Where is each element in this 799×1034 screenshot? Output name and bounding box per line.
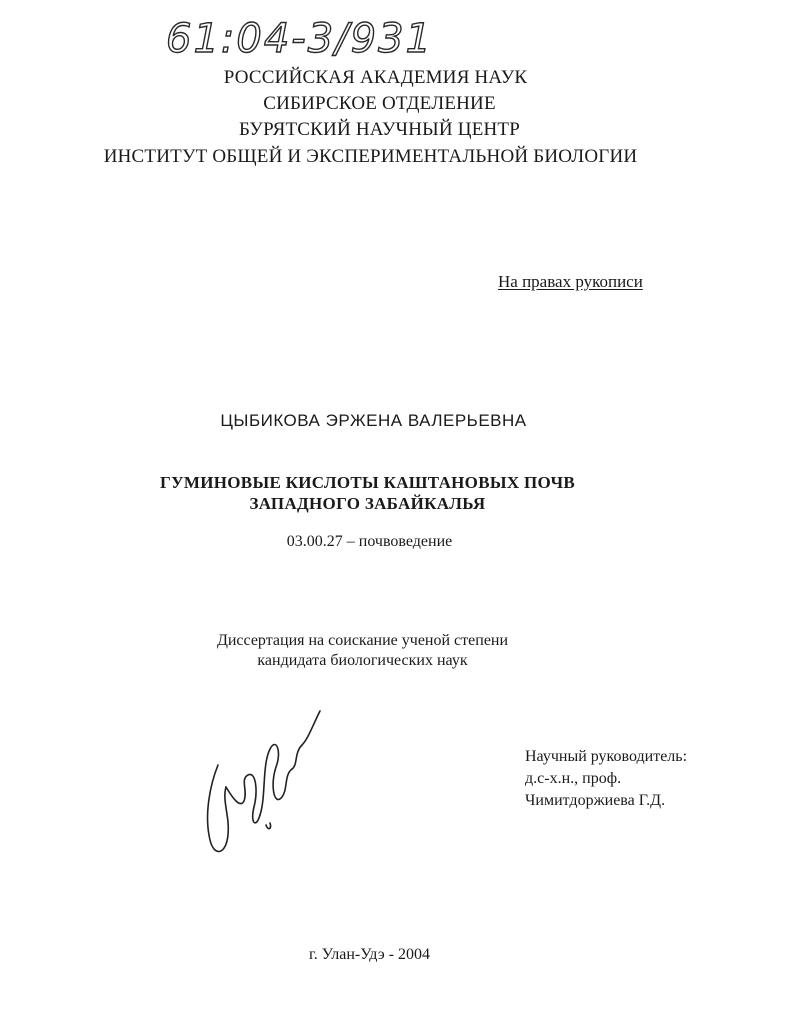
- archive-code-text: 61:04-3/931: [166, 16, 433, 62]
- handwritten-archive-code: [166, 8, 436, 68]
- supervisor-degree: д.с-х.н., проф.: [525, 770, 622, 787]
- author-name: ЦЫБИКОВА ЭРЖЕНА ВАЛЕРЬЕВНА: [220, 411, 527, 430]
- header-branch: СИБИРСКОЕ ОТДЕЛЕНИЕ: [263, 93, 496, 114]
- degree-statement-line-1: Диссертация на соискание ученой степени: [216, 632, 509, 649]
- header-academy: РОССИЙСКАЯ АКАДЕМИЯ НАУК: [223, 67, 528, 88]
- thesis-title-line-2: ЗАПАДНОГО ЗАБАЙКАЛЬЯ: [249, 494, 486, 513]
- city-year: г. Улан-Удэ - 2004: [308, 946, 431, 963]
- specialty-code: 03.00.27 – почвоведение: [286, 533, 453, 550]
- header-center: БУРЯТСКИЙ НАУЧНЫЙ ЦЕНТР: [238, 119, 521, 140]
- handwritten-signature: [196, 705, 336, 865]
- supervisor-block: [525, 746, 687, 812]
- signature-stroke-3: [260, 744, 292, 815]
- signature-stroke-1: [208, 765, 229, 851]
- degree-statement-line-2: кандидата биологических наук: [257, 652, 468, 669]
- thesis-title-line-1: ГУМИНОВЫЕ КИСЛОТЫ КАШТАНОВЫХ ПОЧВ: [160, 473, 575, 492]
- signature-stroke-5: [266, 823, 271, 829]
- header-institute: ИНСТИТУТ ОБЩЕЙ И ЭКСПЕРИМЕНТАЛЬНОЙ БИОЛОГИИ: [103, 146, 638, 167]
- manuscript-rights-note: На правах рукописи: [498, 272, 643, 291]
- supervisor-label: Научный руководитель:: [525, 748, 688, 765]
- supervisor-name: Чимитдоржиева Г.Д.: [525, 792, 666, 809]
- signature-stroke-2: [226, 774, 260, 822]
- signature-stroke-4: [292, 711, 320, 769]
